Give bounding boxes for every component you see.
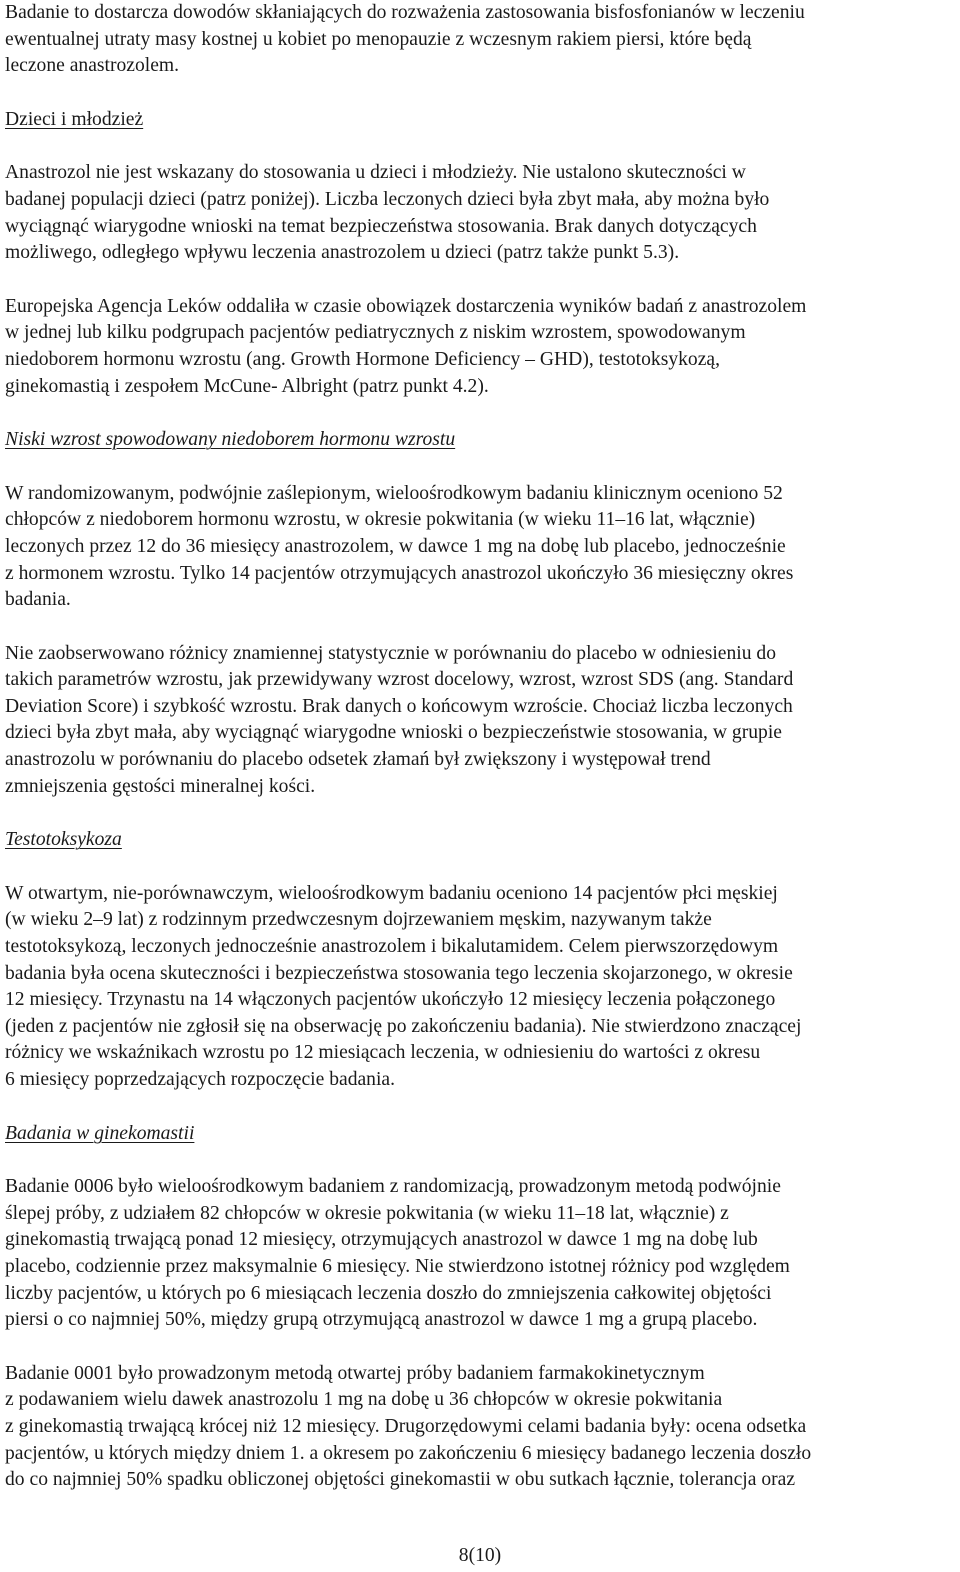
text-line: Badanie 0001 było prowadzonym metodą otwartej próby badaniem farmakokinetycznym <box>5 1362 705 1384</box>
text-line: Badanie 0006 było wieloośrodkowym badaniem z randomizacją, prowadzonym metodą podwójnie <box>5 1176 781 1198</box>
text-line: leczonych przez 12 do 36 miesięcy anastrozolem, w dawce 1 mg na dobę lub placebo, jednocześnie <box>5 535 786 557</box>
text-line: wyciągnąć wiarygodne wnioski na temat bezpieczeństwa stosowania. Brak danych dotyczących <box>5 215 757 237</box>
text-line: placebo, codziennie przez maksymalnie 6 miesięcy. Nie stwierdzono istotnej różnicy pod względem <box>5 1255 790 1277</box>
subheading-short-stature: Niski wzrost spowodowany niedoborem hormonu wzrostu <box>5 429 456 451</box>
text-line: Anastrozol nie jest wskazany do stosowania u dzieci i młodzieży. Nie ustalono skuteczności w <box>5 162 746 184</box>
text-line: możliwego, odległego wpływu leczenia anastrozolem u dzieci (patrz także punkt 5.3). <box>5 242 680 264</box>
text-line: zmniejszenia gęstości mineralnej kości. <box>5 775 316 797</box>
paragraph-open-study <box>5 881 957 1094</box>
document-page <box>5 0 957 1494</box>
text-line: pacjentów, u których między dniem 1. a okresem po zakończeniu 6 miesięcy badanego leczenia doszło <box>5 1442 812 1464</box>
text-line: badanej populacji dzieci (patrz poniżej). Liczba leczonych dzieci była zbyt mała, aby można było <box>5 188 770 210</box>
text-line: z ginekomastią trwającą krócej niż 12 miesięcy. Drugorzędowymi celami badania były: ocena odsetka <box>5 1415 807 1437</box>
text-line: badania. <box>5 589 71 611</box>
text-line: z podawaniem wielu dawek anastrozolu 1 mg na dobę u 36 chłopców w okresie pokwitania <box>5 1389 723 1411</box>
paragraph-ema-waiver <box>5 294 957 400</box>
text-line: W randomizowanym, podwójnie zaślepionym, wieloośrodkowym badaniu klinicznym oceniono 52 <box>5 482 783 504</box>
section-heading-children: Dzieci i młodzież <box>5 108 144 130</box>
text-line: piersi o co najmniej 50%, między grupą otrzymującą anastrozol w dawce 1 mg a grupą placebo. <box>5 1309 758 1331</box>
text-line: testotoksykozą, leczonych jednocześnie anastrozolem i bikalutamidem. Celem pierwszorzędowym <box>5 936 779 958</box>
text-line: ewentualnej utraty masy kostnej u kobiet po menopauzie z wczesnym rakiem piersi, które będą <box>5 28 752 50</box>
text-line: dzieci była zbyt mała, aby wyciągnąć wiarygodne wnioski o bezpieczeństwie stosowania, w grupie <box>5 722 782 744</box>
text-line: (jeden z pacjentów nie zgłosił się na obserwację po zakończeniu badania). Nie stwierdzono znaczącej <box>5 1015 802 1037</box>
text-line: do co najmniej 50% spadku obliczonej objętości ginekomastii w obu sutkach łącznie, tolerancja oraz <box>5 1469 796 1491</box>
text-line: anastrozolu w porównaniu do placebo odsetek złamań był zwiększony i występował trend <box>5 749 711 771</box>
paragraph-not-indicated <box>5 160 957 266</box>
text-line: liczby pacjentów, u których po 6 miesiącach leczenia doszło do zmniejszenia całkowitej objętości <box>5 1282 772 1304</box>
text-line: chłopców z niedoborem hormonu wzrostu, w okresie pokwitania (w wieku 11–16 lat, włącznie) <box>5 509 756 531</box>
text-line: (w wieku 2–9 lat) z rodzinnym przedwczesnym dojrzewaniem męskim, nazywanym także <box>5 909 712 931</box>
text-line: w jednej lub kilku podgrupach pacjentów pediatrycznych z niskim wzrostem, spowodowanym <box>5 322 746 344</box>
text-line: Nie zaobserwowano różnicy znamiennej statystycznie w porównaniu do placebo w odniesieniu do <box>5 642 776 664</box>
text-line: Europejska Agencja Leków oddaliła w czasie obowiązek dostarczenia wyników badań z anastrozolem <box>5 295 807 317</box>
subheading-gynecomastia: Badania w ginekomastii <box>5 1122 195 1144</box>
text-line: z hormonem wzrostu. Tylko 14 pacjentów otrzymujących anastrozol ukończyło 36 miesięczny okres <box>5 562 794 584</box>
text-line: różnicy we wskaźnikach wzrostu po 12 miesiącach leczenia, w odniesieniu do wartości z okresu <box>5 1042 761 1064</box>
subheading-testotoxicosis: Testotoksykoza <box>5 829 122 851</box>
text-line: W otwartym, nie-porównawczym, wieloośrodkowym badaniu oceniono 14 pacjentów płci męskiej <box>5 882 778 904</box>
text-line: ginekomastią i zespołem McCune- Albright (patrz punkt 4.2). <box>5 375 489 397</box>
text-line: leczone anastrozolem. <box>5 55 180 77</box>
paragraph-study-0006 <box>5 1174 957 1334</box>
text-line: 6 miesięcy poprzedzających rozpoczęcie badania. <box>5 1069 396 1090</box>
page-number: 8(10) <box>458 1545 502 1566</box>
text-line: ginekomastią trwającą ponad 12 miesięcy, otrzymujących anastrozol w dawce 1 mg na dobę lub <box>5 1229 758 1251</box>
text-line: takich parametrów wzrostu, jak przewidywany wzrost docelowy, wzrost, wzrost SDS (ang. Standard <box>5 669 794 691</box>
paragraph-study-0001 <box>5 1361 957 1494</box>
text-line: Deviation Score) i szybkość wzrostu. Brak danych o końcowym wzroście. Chociaż liczba leczonych <box>5 695 793 717</box>
text-line: 12 miesięcy. Trzynastu na 14 włączonych pacjentów ukończyło 12 miesięcy leczenia połączonego <box>5 989 776 1011</box>
text-line: niedoborem hormonu wzrostu (ang. Growth Hormone Deficiency – GHD), testotoksykozą, <box>5 348 720 370</box>
paragraph-randomized-study <box>5 481 957 614</box>
text-line: badania była ocena skuteczności i bezpieczeństwa stosowania tego leczenia skojarzonego, w okresie <box>5 962 793 984</box>
text-line: ślepej próby, z udziałem 82 chłopców w okresie pokwitania (w wieku 11–18 lat, włącznie) z <box>5 1202 729 1224</box>
paragraph-bisphosphonates <box>5 0 957 80</box>
text-line: Badanie to dostarcza dowodów skłaniających do rozważenia zastosowania bisfosfonianów w leczeniu <box>5 2 805 23</box>
paragraph-no-difference <box>5 641 957 801</box>
